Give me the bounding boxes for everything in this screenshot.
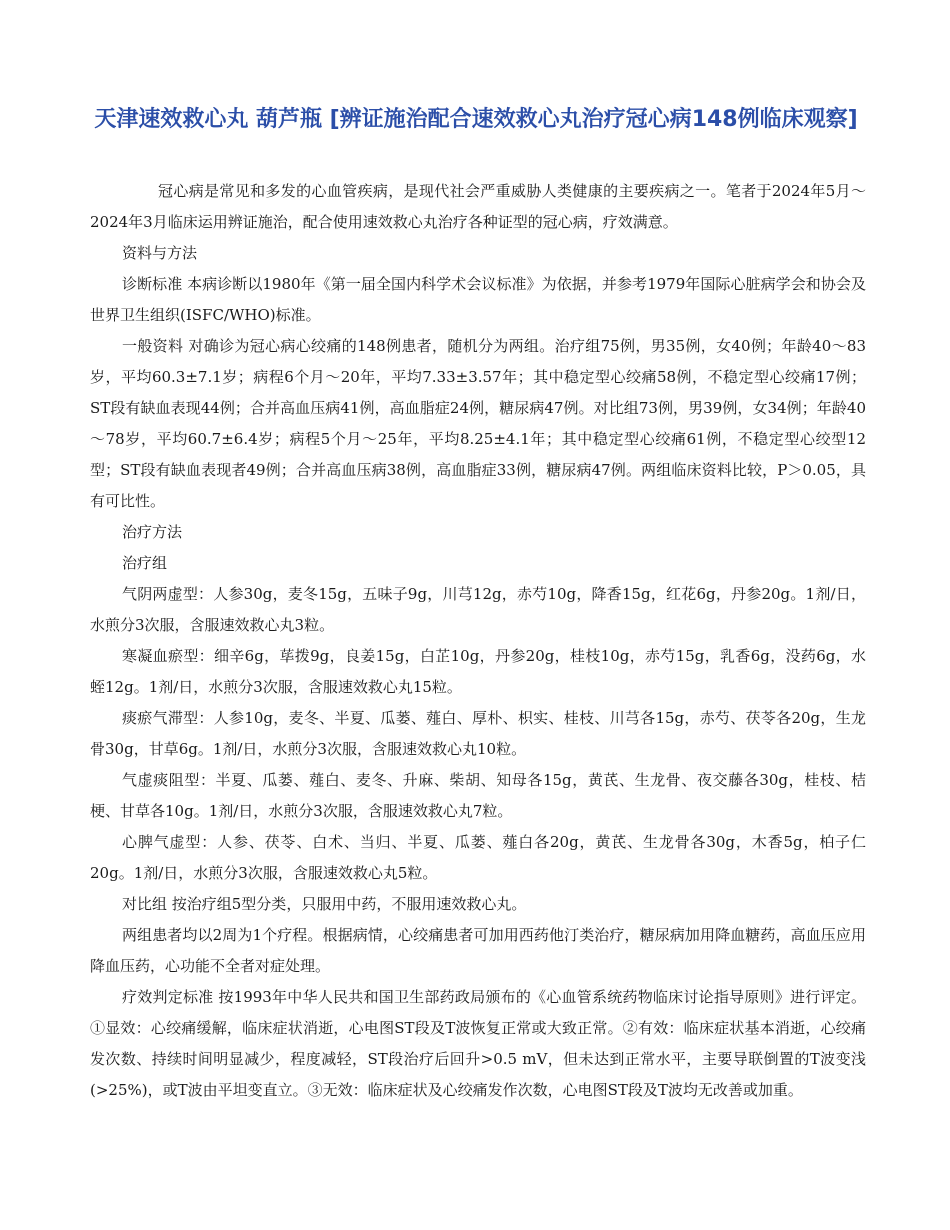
- phlegm-stasis-qi-stagnation-paragraph: 痰瘀气滞型：人参10g，麦冬、半夏、瓜蒌、薤白、厚朴、枳实、桂枝、川芎各15g，赤芍、茯苓各20g，生龙骨30g，甘草6g。1剂/日，水煎分3次服，含服速效救心丸10粒。: [90, 709, 866, 758]
- diagnostic-criteria-paragraph: 诊断标准 本病诊断以1980年《第一届全国内科学术会议标准》为依据，并参考1979年国际心脏病学会和协会及世界卫生组织(ISFC/WHO)标准。: [90, 275, 866, 324]
- general-data-paragraph: 一般资料 对确诊为冠心病心绞痛的148例患者，随机分为两组。治疗组75例，男35例，女40例；年龄40～83岁，平均60.3±7.1岁；病程6个月～20年，平均7.33±3.57年；其中稳定型心绞痛58例，不稳定型心绞痛17例；ST段有缺血表现44例；合并高血压病41例，高血脂症24例，糖尿病47例。对比组73例，男39例，女34例；年龄40～78岁，平均60.7±6.4岁；病程5个月～25年，平均8.25±4.1年；其中稳定型心绞痛61例，不稳定型心绞型12型；ST段有缺血表现者49例；合并高血压病38例，高血脂症33例，糖尿病47例。两组临床资料比较，P＞0.05，具有可比性。: [90, 337, 866, 510]
- document-title: 天津速效救心丸 葫芦瓶 [辨证施治配合速效救心丸治疗冠心病148例临床观察]: [94, 107, 858, 132]
- cold-blood-stasis-paragraph: 寒凝血瘀型：细辛6g，荜拨9g，良姜15g，白芷10g，丹参20g，桂枝10g，赤芍15g，乳香6g，没药6g，水蛭12g。1剂/日，水煎分3次服，含服速效救心丸15粒。: [90, 647, 866, 696]
- document-body: [90, 176, 866, 1106]
- efficacy-criteria-paragraph: 疗效判定标准 按1993年中华人民共和国卫生部药政局颁布的《心血管系统药物临床讨论指导原则》进行评定。①显效：心绞痛缓解，临床症状消逝，心电图ST段及T波恢复正常或大致正常。②有效：临床症状基本消逝，心绞痛发次数、持续时间明显减少，程度减轻，ST段治疗后回升>0.5 mV，但未达到正常水平，主要导联倒置的T波变浅(>25%)，或T波由平坦变直立。③无效：临床症状及心绞痛发作次数，心电图ST段及T波均无改善或加重。: [90, 988, 866, 1099]
- qi-deficiency-phlegm-paragraph: 气虚痰阻型：半夏、瓜蒌、薤白、麦冬、升麻、柴胡、知母各15g，黄芪、生龙骨、夜交藤各30g，桂枝、桔梗、甘草各10g。1剂/日，水煎分3次服，含服速效救心丸7粒。: [90, 771, 866, 820]
- subheading-treatment-group: 治疗组: [122, 554, 168, 572]
- heart-spleen-deficiency-paragraph: 心脾气虚型：人参、茯苓、白术、当归、半夏、瓜蒌、薤白各20g，黄芪、生龙骨各30g，木香5g，柏子仁20g。1剂/日，水煎分3次服，含服速效救心丸5粒。: [90, 833, 866, 882]
- control-group-paragraph: 对比组 按治疗组5型分类，只服用中药，不服用速效救心丸。: [122, 895, 527, 913]
- intro-paragraph: 冠心病是常见和多发的心血管疾病，是现代社会严重威胁人类健康的主要疾病之一。笔者于2024年5月～2024年3月临床运用辨证施治，配合使用速效救心丸治疗各种证型的冠心病，疗效满意。: [90, 182, 866, 231]
- qi-yin-deficiency-paragraph: 气阴两虚型：人参30g，麦冬15g，五味子9g，川芎12g，赤芍10g，降香15g，红花6g，丹参20g。1剂/日，水煎分3次服，含服速效救心丸3粒。: [90, 585, 866, 634]
- section-heading-treatment-methods: 治疗方法: [122, 523, 183, 541]
- course-of-treatment-paragraph: 两组患者均以2周为1个疗程。根据病情，心绞痛患者可加用西药他汀类治疗，糖尿病加用降血糖药，高血压应用降血压药，心功能不全者对症处理。: [90, 926, 866, 975]
- section-heading-materials-methods: 资料与方法: [122, 244, 198, 262]
